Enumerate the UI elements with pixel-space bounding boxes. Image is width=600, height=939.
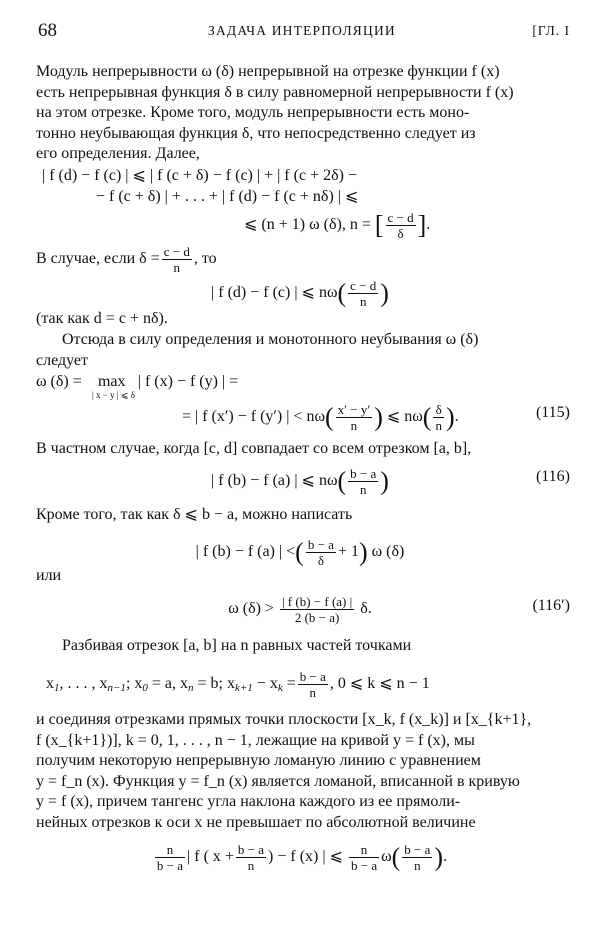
equation-line <box>36 372 238 392</box>
equation-text: δ. <box>360 600 372 618</box>
equation-line <box>0 466 600 497</box>
equation-text: ⩽ (n + 1) ω (δ), n = <box>244 216 375 234</box>
fraction-numerator: c − d <box>387 210 414 225</box>
case-lead: В случае, если δ = <box>36 250 160 268</box>
paragraph-moreover <box>36 505 564 526</box>
paren-close: ) <box>445 402 455 432</box>
text-line: Отсюда в силу определения и монотонного неубывания ω (δ) <box>62 331 479 348</box>
fraction-denominator: δ <box>397 226 404 241</box>
paren-close: ) <box>380 278 389 308</box>
fraction <box>306 537 336 568</box>
equation-number: (116′) <box>532 597 570 614</box>
fraction-numerator: | f (b) − f (a) | <box>281 594 353 609</box>
or-text: или <box>36 567 62 584</box>
equation-text: = | f (x′) − f (y′) | < nω <box>182 408 325 426</box>
equation-text: | f (b) − f (a) | ⩽ nω <box>211 472 338 490</box>
paragraph-monotone <box>36 330 564 371</box>
fraction-numerator: c − d <box>350 278 377 293</box>
fraction-numerator: n <box>349 842 379 858</box>
equation-text: ; x <box>125 675 143 693</box>
equation-text: = b; x <box>193 675 235 693</box>
text-line: y = f (x), причем тангенс угла наклона каждого из ее прямоли- <box>36 793 461 810</box>
paren-close: ) <box>374 402 383 432</box>
fraction-numerator: b − a <box>237 842 265 857</box>
equation-line <box>0 842 600 873</box>
paren-close: ) <box>434 842 444 872</box>
equation-text: , 0 ⩽ k ⩽ n − 1 <box>329 675 430 693</box>
fraction <box>298 669 328 700</box>
fraction-numerator: b − a <box>299 669 326 684</box>
bracket-close: ] <box>417 210 427 240</box>
fraction-denominator: n <box>247 858 255 873</box>
chapter-marker: [ГЛ. I <box>532 23 570 38</box>
equation-line: | f (d) − f (c) | ⩽ | f (c + δ) − f (c) | + | f (c + 2δ) − <box>42 167 357 184</box>
fraction-denominator: n <box>309 685 317 700</box>
equation-text: ω <box>381 848 392 866</box>
fraction-denominator: n <box>359 294 367 309</box>
paren-close: ) <box>380 466 389 496</box>
bracket-open: [ <box>374 210 384 240</box>
fraction <box>348 466 378 497</box>
equation-line <box>0 537 600 568</box>
equation-text: + 1 <box>337 543 359 561</box>
text-line: Разбивая отрезок [a, b] на n равных частей точками <box>62 637 412 654</box>
subscript: n−1 <box>107 682 126 695</box>
fraction <box>348 278 378 309</box>
paren-open: ( <box>295 537 304 567</box>
text-line: его определения. Далее, <box>36 145 200 162</box>
equation-text: ) − f (x) | ⩽ <box>268 848 343 866</box>
equation-text: | f (d) − f (c) | ⩽ nω <box>211 284 338 302</box>
paragraph-intro <box>36 62 564 165</box>
fraction-denominator: n <box>350 418 358 433</box>
fraction-numerator: δ <box>433 402 444 418</box>
equation-text: . <box>443 848 448 866</box>
equation-text: ω (δ) = <box>36 373 82 390</box>
fraction <box>433 402 444 433</box>
fraction <box>349 842 379 873</box>
fraction-denominator: δ <box>317 553 324 568</box>
fraction-denominator: n <box>173 260 181 275</box>
fraction-denominator: 2 (b − a) <box>294 610 340 625</box>
paragraph-polyline <box>36 710 564 833</box>
equation-line <box>0 594 600 625</box>
text-line: нейных отрезков к оси x не превышает по абсолютной величине <box>36 813 476 831</box>
subscript: k+1 <box>234 682 253 695</box>
fraction <box>386 210 416 241</box>
fraction <box>280 594 354 625</box>
equation-text: = <box>282 675 296 693</box>
fraction <box>155 842 185 873</box>
text-line: В частном случае, когда [c, d] совпадает со всем отрезком [a, b], <box>36 440 472 457</box>
equation-line: − f (c + δ) | + . . . + | f (d) − f (c + nδ) | ⩽ <box>96 188 359 205</box>
text-line: Кроме того, так как δ ⩽ b − a, можно написать <box>36 506 353 523</box>
text-line: y = f_n (x). Функция y = f_n (x) является ломаной, вписанной в кривую <box>36 772 520 790</box>
subscript: 0 <box>142 682 148 695</box>
equation-text: ω (δ) <box>371 543 405 561</box>
fraction <box>162 244 192 275</box>
page-number: 68 <box>38 20 57 41</box>
equation-line <box>0 278 600 309</box>
equation-text: x <box>46 675 54 693</box>
equation-text: − x <box>252 675 278 693</box>
paren-open: ( <box>422 402 432 432</box>
max-condition: | x − y | ⩽ δ <box>92 390 135 400</box>
page-header <box>38 20 570 44</box>
paragraph-special-case <box>36 439 564 460</box>
since-text: (так как d = c + nδ). <box>36 310 168 327</box>
equation-text: ω (δ) > <box>228 600 274 618</box>
fraction-denominator: n <box>414 858 421 873</box>
subscript: 1 <box>54 682 60 695</box>
fraction-numerator: x′ − y′ <box>337 402 371 417</box>
fraction-denominator: n <box>359 482 367 497</box>
fraction <box>336 402 373 433</box>
case-line <box>36 244 217 275</box>
fraction-denominator: b − a <box>156 858 184 873</box>
equation-text: ⩽ nω <box>386 408 423 426</box>
paragraph-partition <box>36 636 564 657</box>
equation-text: , . . . , x <box>59 675 108 693</box>
equation-text: | f (b) − f (a) | < <box>195 543 296 561</box>
text-line: получим некоторую непрерывную ломаную линию с уравнением <box>36 752 481 769</box>
subscript: k <box>277 682 283 695</box>
subscript: n <box>188 682 194 695</box>
fraction <box>402 842 432 873</box>
paren-open: ( <box>324 402 334 432</box>
max-operator: max <box>97 373 126 390</box>
equation-text: = a, x <box>147 675 189 693</box>
fraction-numerator: b − a <box>404 842 431 857</box>
equation-line: ⩽ (n + 1) ω (δ), n = [ $\frac{c - d}{\delta}$ ]. <box>244 210 431 241</box>
text-line: тонно неубывающая функция δ, что непосредственно следует из <box>36 124 476 142</box>
fraction-denominator: n <box>435 418 442 433</box>
equation-number: (116) <box>535 468 570 485</box>
text-line: f (x_{k+1})], k = 0, 1, . . . , n − 1, лежащие на кривой y = f (x), мы <box>36 731 475 749</box>
paren-close: ) <box>358 537 368 567</box>
text-line: следует <box>36 351 88 369</box>
equation-line <box>46 669 430 700</box>
paren-open: ( <box>337 466 347 496</box>
fraction-numerator: c − d <box>163 244 190 259</box>
paren-open: ( <box>391 842 401 872</box>
equation-text: | f (x) − f (y) | = <box>137 373 239 390</box>
fraction-numerator: b − a <box>307 537 334 552</box>
equation-number: (115) <box>535 404 570 421</box>
equation-line: = | f (x′) − f (y′) | < nω( $\frac{x' - y'}{n}$ ) ⩽ nω( $\frac{\delta}{n}$ ). <box>182 402 459 433</box>
text-line: есть непрерывная функция δ в силу равномерной непрерывности f (x) <box>36 83 514 101</box>
text-line: на этом отрезке. Кроме того, модуль непрерывности есть моно- <box>36 104 470 121</box>
equation-text: | f ( x + <box>187 848 234 866</box>
fraction <box>236 842 266 873</box>
text-line: Модуль непрерывности ω (δ) непрерывной на отрезке функции f (x) <box>36 63 500 80</box>
fraction-numerator: b − a <box>350 466 377 481</box>
text-line: и соединяя отрезками прямых точки плоскости [x_k, f (x_k)] и [x_{k+1}, <box>36 711 532 728</box>
fraction-numerator: n <box>155 842 185 858</box>
running-title: ЗАДАЧА ИНТЕРПОЛЯЦИИ <box>208 23 396 38</box>
fraction-denominator: b − a <box>350 858 378 873</box>
paren-open: ( <box>337 278 347 308</box>
case-tail: , то <box>193 250 217 268</box>
